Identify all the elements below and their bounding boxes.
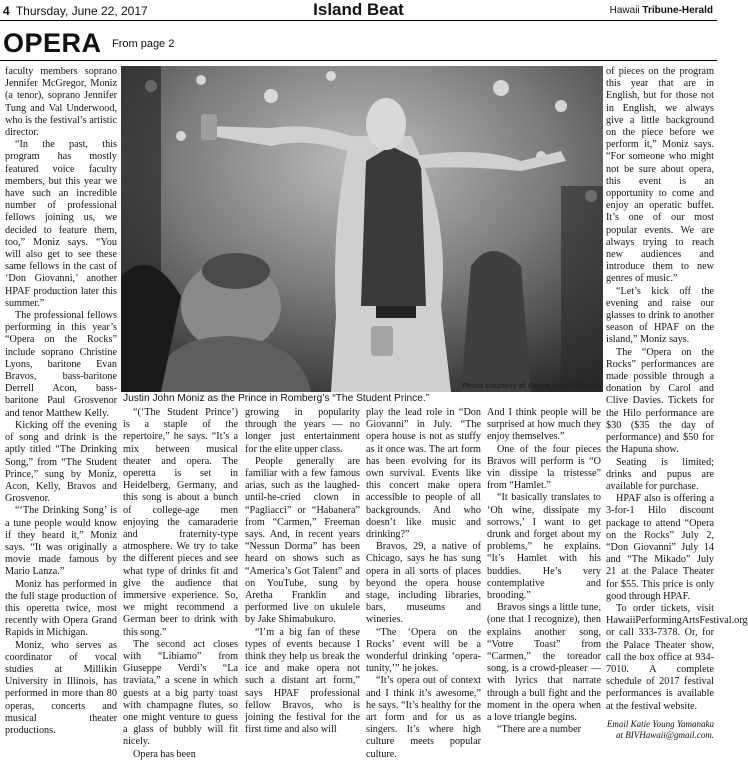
- article-paragraph: faculty members soprano Jennifer McGregor, Moniz (a tenor), soprano Jennifer Tung and Val Underwood, who is the festival’s artistic director.: [5, 66, 117, 139]
- page-header: [0, 0, 717, 21]
- article-photo: [121, 66, 603, 392]
- article-paragraph: “I’m a big fan of these types of events because I think they help us break the ice and make opera not such a distant art form,” says HPAF professional fellow Bravos, who is joining the festival for the first time and also will: [245, 626, 360, 736]
- article-paragraph: “Let’s kick off the evening and raise our glasses to drink to another season of HPAF on the island,” Moniz says.: [606, 285, 714, 346]
- page-date: Thursday, June 22, 2017: [15, 4, 148, 18]
- publication-prefix: Hawaii: [609, 5, 640, 16]
- article-paragraph: “It’s opera out of context and I think it’s awesome,” he says. “It’s healthy for the art form and for us as singers. It’s where high culture meets popular culture.: [366, 675, 481, 760]
- article-column-6: [606, 66, 748, 748]
- publication-title: Tribune-Herald: [642, 5, 713, 16]
- page-number: 4: [3, 4, 10, 18]
- article-paragraph: Bravos, 29, a native of Chicago, says he has sung opera in all sorts of places beyond the opera house stage, including libraries, bars, museums and wineries.: [366, 541, 481, 626]
- article-paragraph: The second act closes with “Libiamo” from Giuseppe Verdi’s “La traviata,” a scene in which guests at a big party toast with champagne flutes, so one might venture to guess a glass of bubbly will fit nicely.: [123, 638, 238, 748]
- article-paragraph: Bravos sings a little tune, (one that I recognize), then explains another song, “Votre Toast” from “Carmen,” the toreador song, is a crowd-pleaser — with lyrics that narrate through a bull fight and the moment in the opera when a love triangle begins.: [487, 602, 601, 724]
- article-paragraph: Seating is limited; drinks and pupus are available for purchase.: [606, 456, 714, 492]
- article-paragraph: Kicking off the evening of song and drink is the aptly titled “The Drinking Song,” from “The Student Prince,” sung by Moniz, Acon, Kelly, Bravos and Grosvenor.: [5, 419, 117, 505]
- article-paragraph: “There are a number: [497, 724, 581, 736]
- article-paragraph: “‘The Drinking Song’ is a tune people would know if they heard it,” Moniz says. “It was originally a movie made famous by Mario Lanza.”: [5, 505, 117, 578]
- article-paragraph: Opera has been: [133, 748, 196, 760]
- article-paragraph: “The ‘Opera on the Rocks’ event will be a wonderful drinking ‘opera-tunity,’” he jokes.: [366, 626, 481, 675]
- article-headline: [3, 28, 174, 60]
- headline-keyword: OPERA: [3, 28, 102, 58]
- photo-credit: Photo courtesy of Opera Grand Rapids: [462, 381, 601, 390]
- article-paragraph: The “Opera on the Rocks” performances are made possible through a donation by Carol and Clive Davies. Tickets for the Hilo performance are $30 ($35 the day of performance) and $50 for the Hapuna show.: [606, 346, 714, 456]
- article-column-5: [487, 407, 601, 749]
- article-paragraph: growing in popularity through the years — no longer just entertainment for the elite upper class.: [245, 407, 360, 455]
- article-paragraph: “In the past, this program has mostly featured voice faculty members, but this year we have such an incredible number of professional fellows joining us, we decided to feature them, too,” Moniz says. “You will also get to see these same fellows in the cast of ‘Don Giovanni,’ another HPAF production later this summer.”: [5, 139, 117, 309]
- jump-from-line: From page 2: [111, 37, 175, 50]
- article-paragraph: “(‘The Student Prince’) is a staple of the repertoire,” he says. “It’s a mix between musical theater and opera. The operetta is set in Heidelberg, Germany, and this song is about a bunch of college-age men enjoying the camaraderie and fraternity-type atmosphere. We try to take the different pieces and see what type of drinks fit and give the audience that immersive experience. So, we might recommend a German beer to drink with this song.”: [123, 407, 238, 638]
- article-paragraph: People generally are familiar with a few famous arias, such as the laughed-until-he-cried clown in “Pagliacci” or “Habanera” from “Carmen,” Freeman says. And, in recent years “Nessun Dorma” has been heard on shows such as “America’s Got Talent” and on YouTube, sung by Aretha Franklin and performed live on ukulele by Jake Shimabukuro.: [245, 455, 360, 626]
- photo-image: [121, 66, 603, 392]
- section-title: Island Beat: [313, 0, 404, 19]
- photo-caption: Justin John Moniz as the Prince in Romberg’s “The Student Prince.”: [123, 393, 430, 404]
- article-column-1: [5, 66, 117, 748]
- article-paragraph: Moniz, who serves as coordinator of vocal studies at Millikin University in Illinois, has performed in more than 80 operas, concerts and musical theater productions.: [5, 639, 117, 736]
- article-paragraph: “It basically translates to ‘Oh wine, dissipate my sorrows,’ I want to get drunk and forget about my problems,” he explains. “It’s Hamlet with his buddies. He’s very contemplative and brooding.”: [487, 492, 601, 602]
- author-email-line: Email Katie Young Yamanaka at BIVHawaii@gmail.com.: [606, 718, 714, 740]
- article-paragraph: One of the four pieces Bravos will perform is “O vin dissipe la tristesse” from “Hamlet.”: [487, 443, 601, 492]
- publication-name: [610, 5, 713, 16]
- article-paragraph: To order tickets, visit HawaiiPerformingArtsFestival.org or call 333-7378. Or, for the Palace Theater show, call the box office at 934-7010. A complete schedule of 2017 festival performances is available at the festival website.: [606, 602, 748, 712]
- article-paragraph: play the lead role in “Don Giovanni” in July. “The opera house is not as stuffy as it once was. The art form has been evolving for its own survival. Events like this concert make opera accessible to people of all backgrounds. And who doesn’t like music and drinking?”: [366, 407, 481, 541]
- article-paragraph: And I think people will be surprised at how much they enjoy themselves.”: [487, 407, 601, 443]
- article-column-2: [123, 407, 238, 760]
- article-paragraph: Moniz has performed in the full stage production of this operetta twice, most recently with Opera Grand Rapids in Michigan.: [5, 578, 117, 639]
- article-column-4: [366, 407, 481, 760]
- headline-rule: [0, 60, 717, 61]
- article-paragraph: The professional fellows performing in this year’s “Opera on the Rocks” include soprano Christine Lyons, baritone Evan Bravos, bass-baritone Derrell Acon, bass-baritone Paul Grosvenor and tenor Matthew Kelly.: [5, 310, 117, 419]
- article-column-3: [245, 407, 360, 749]
- article-paragraph: HPAF also is offering a 3-for-1 Hilo discount package to attend “Opera on the Rocks” July 2, “Don Giovanni” July 14 and “The Mikado” July 21 at the Palace Theater for $55. This price is only good through HPAF.: [606, 493, 714, 602]
- article-paragraph: of pieces on the program this year that are in English, but for those not in English, we always give a little background on the piece before we perform it,” Moniz says. “For someone who might not be sure about opera, this event is an opportunity to come and enjoy an operatic buffet. It’s one of our most popular events. We are always trying to reach new audiences and introduce them to new genres of music.”: [606, 66, 714, 285]
